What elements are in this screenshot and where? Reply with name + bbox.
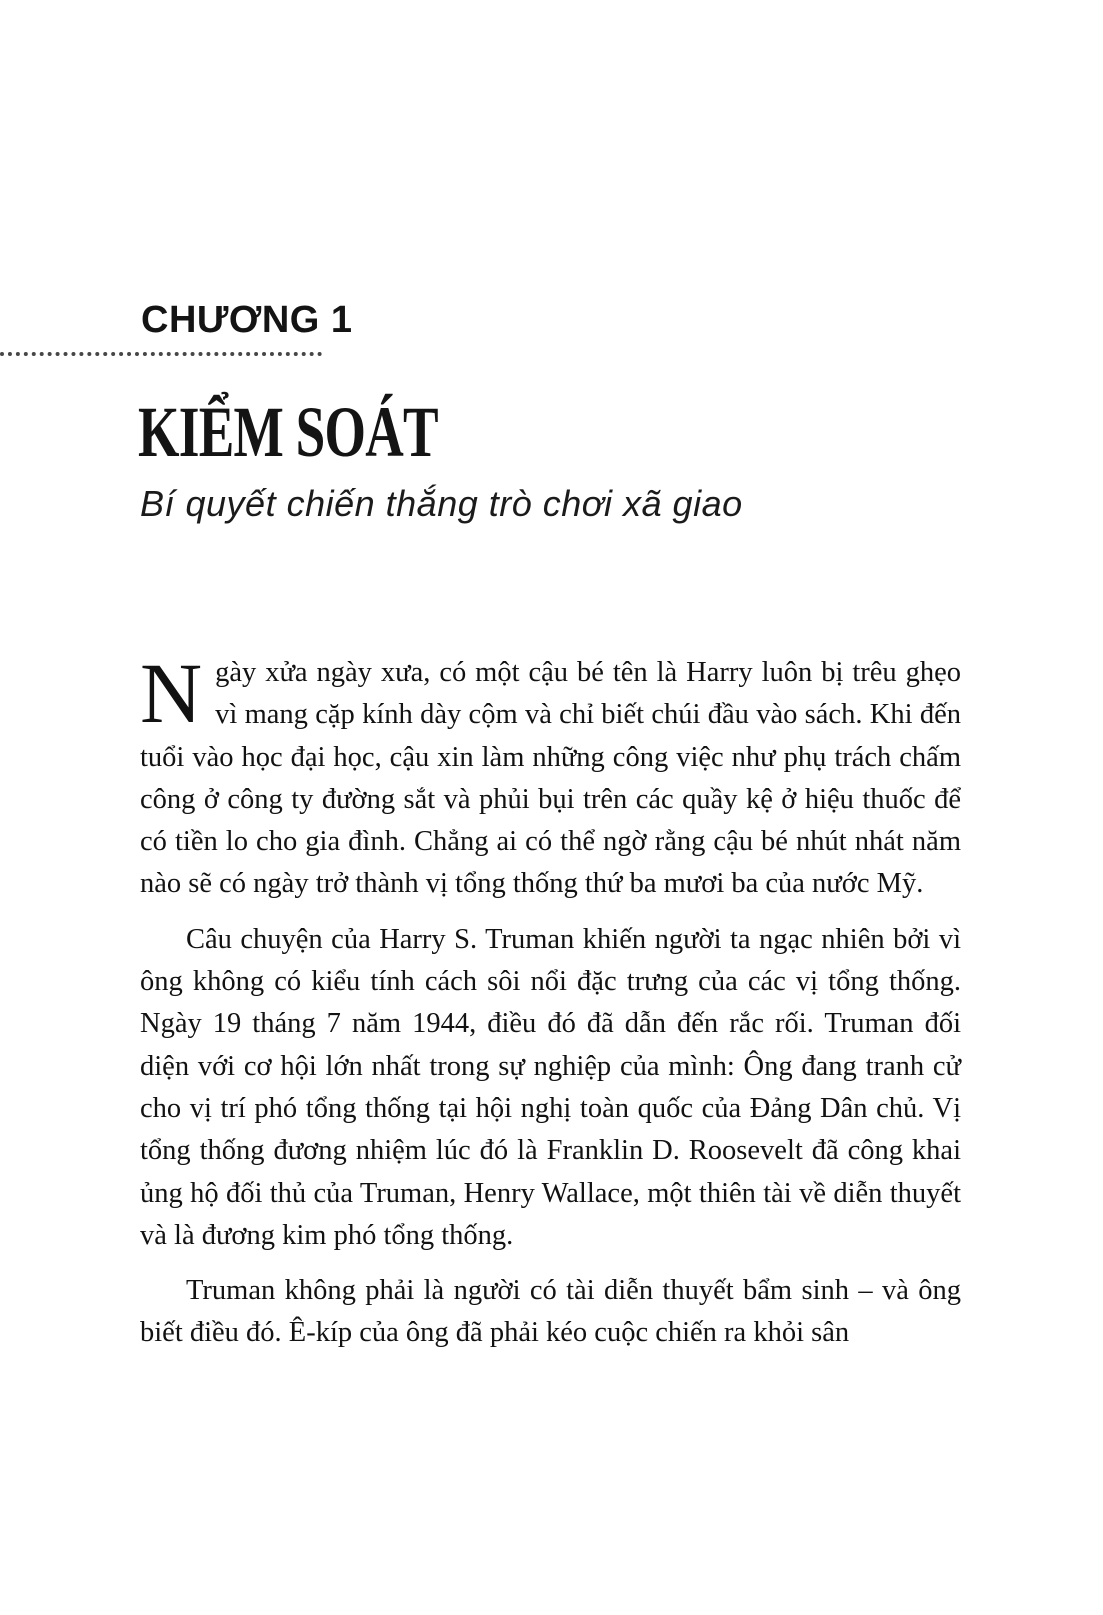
chapter-title: KIỂM SOÁT — [138, 392, 438, 472]
paragraph-1 — [140, 645, 961, 906]
paragraph-2: Câu chuyện của Harry S. Truman khiến người ta ngạc nhiên bởi vì ông không có kiểu tính cách sôi nổi đặc trưng của các vị tổng thống. Ngày 19 tháng 7 năm 1944, điều đó đã dẫn đến rắc rối. Truman đối diện với cơ hội lớn nhất trong sự nghiệp của mình: Ông đang tranh cử cho vị trí phó tổng thống tại hội nghị toàn quốc của Đảng Dân chủ. Vị tổng thống đương nhiệm lúc đó là Franklin D. Roosevelt đã công khai ủng hộ đối thủ của Truman, Henry Wallace, một thiên tài về diễn thuyết và là đương kim phó tổng thống. — [140, 923, 961, 1251]
drop-cap: N — [140, 645, 203, 741]
dotted-rule — [0, 352, 322, 356]
paragraph-1-text: gày xửa ngày xưa, có một cậu bé tên là Harry luôn bị trêu ghẹo vì mang cặp kính dày cộm và chỉ biết chúi đầu vào sách. Khi đến tuổi vào học đại học, cậu xin làm những công việc như phụ trách chấm công ở công ty đường sắt và phủi bụi trên các quầy kệ ở hiệu thuốc để có tiền lo cho gia đình. Chẳng ai có thể ngờ rằng cậu bé nhút nhát năm nào sẽ có ngày trở thành vị tổng thống thứ ba mươi ba của nước Mỹ. — [140, 657, 961, 900]
chapter-label: CHƯƠNG 1 — [141, 299, 353, 341]
body-text — [140, 645, 961, 1355]
chapter-subtitle: Bí quyết chiến thắng trò chơi xã giao — [140, 483, 743, 524]
paragraph-3: Truman không phải là người có tài diễn thuyết bẩm sinh – và ông biết điều đó. Ê-kíp của ông đã phải kéo cuộc chiến ra khỏi sân — [140, 1275, 961, 1349]
